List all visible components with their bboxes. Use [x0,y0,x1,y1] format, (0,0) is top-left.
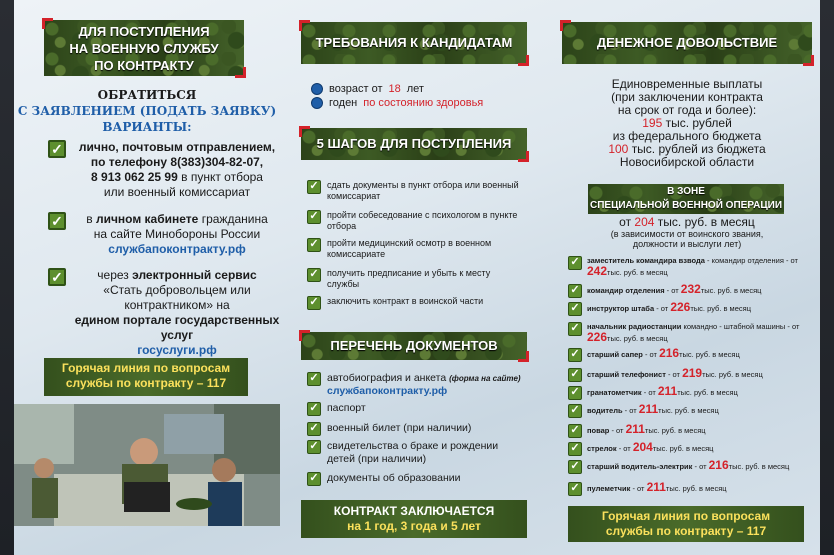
checkmark-icon: ✓ [568,460,582,474]
position-row [568,386,812,400]
checkmark-icon: ✓ [307,372,321,386]
position-row [568,284,812,298]
position-name: повар [587,426,610,435]
apply-header: ДЛЯ ПОСТУПЛЕНИЯ НА ВОЕННУЮ СЛУЖБУ ПО КОНТРАКТУ [44,20,244,76]
apply-block [14,88,280,134]
column-apply [14,0,280,555]
step-4: ✓ получить предписание и убыть к месту службы [307,268,523,290]
payment-header: ДЕНЕЖНОЕ ДОВОЛЬСТВИЕ [562,22,812,64]
position-pre: - от [654,304,671,313]
position-amount: 211 [646,480,666,494]
position-pre: - от [785,322,800,331]
position-name: стрелок [587,444,617,453]
step-3: ✓ пройти медицинский осмотр в военном комиссариате [307,238,523,260]
lump-sum-block: Единовременные выплаты (при заключении контракта на срок от года и более): 195 тыс. рублей из федерального бюджета 100 тыс. рублей из бюджета Новосибирской области [608,77,766,169]
position-amount: 216 [659,346,680,360]
option-gosuslugi: ✓ через электронный сервис «Стать добровольцем или контрактником» на едином портале государственных услуг госуслуги.рф [48,268,280,358]
checkmark-icon: ✓ [568,482,582,496]
position-name: пулеметчик [587,484,631,493]
position-unit: тыс. руб. в месяц [658,406,719,415]
checkmark-icon: ✓ [307,238,321,252]
heart-icon [311,97,323,109]
position-amount: 226 [587,330,608,344]
contract-banner: КОНТРАКТ ЗАКЛЮЧАЕТСЯ на 1 год, 3 года и 5 лет [301,500,527,538]
position-name: заместитель командира взвода [587,256,705,265]
position-amount: 211 [657,384,678,398]
position-row [568,442,812,456]
apply-line-1: ОБРАТИТЬСЯ [97,88,197,102]
position-name: командир отделения [587,286,665,295]
position-unit: тыс. руб. в месяц [652,444,714,453]
checkmark-icon: ✓ [568,322,582,336]
step-2: ✓ пройти собеседование с психологом в пункте отбора [307,210,523,232]
checkmark-icon: ✓ [568,256,582,270]
position-row [568,482,812,496]
steps-header: 5 ШАГОВ ДЛЯ ПОСТУПЛЕНИЯ [301,128,527,160]
position-pre: - от [664,286,681,295]
checkmark-icon: ✓ [307,402,321,416]
checkmark-icon: ✓ [568,348,582,362]
position-unit: тыс. руб. в месяц [702,370,763,379]
checkmark-icon: ✓ [48,212,66,230]
position-unit: тыс. руб. в месяц [607,268,668,277]
position-amount: 216 [708,458,729,472]
link-sluzhba-docs[interactable]: службапоконтракту.рф [327,385,448,397]
position-name: старший водитель-электрик [587,462,693,471]
position-mid: - командир отделения [704,256,784,265]
zone-header: В ЗОНЕ СПЕЦИАЛЬНОЙ ВОЕННОЙ ОПЕРАЦИИ [588,184,784,214]
position-row [568,368,812,382]
position-pre: - от [616,444,633,453]
link-gosuslugi[interactable]: госуслуги.рф [137,343,217,357]
checkmark-icon: ✓ [307,296,321,310]
position-row [568,460,812,474]
position-unit: тыс. руб. в месяц [677,388,738,397]
position-amount: 204 [632,440,653,454]
position-amount: 226 [670,300,691,314]
checkmark-icon: ✓ [307,440,321,454]
position-row [568,256,812,278]
photo-illustration [14,404,280,526]
apply-line-3: ВАРИАНТЫ: [102,120,192,134]
position-name: водитель [587,406,623,415]
option-personal-account: ✓ в личном кабинете гражданина на сайте Минобороны России службапоконтракту.рф [48,212,280,257]
checkmark-icon: ✓ [307,472,321,486]
position-name: старший телефонист [587,370,666,379]
doc-military-id: ✓ военный билет (при наличии) [307,422,527,436]
option-in-person: ✓ лично, почтовым отправлением, по телефону 8(383)304-82-07, 8 913 062 25 99 в пункт отбора или военный комиссариат [48,140,280,200]
position-amount: 232 [680,282,701,296]
position-pre: - от [630,484,647,493]
position-unit: тыс. руб. в месяц [700,286,762,295]
apply-line-2: С ЗАЯВЛЕНИЕМ (ПОДАТЬ ЗАЯВКУ) [17,104,277,118]
position-name: гранатометчик [587,388,642,397]
doc-certificates: ✓ свидетельства о браке и рождении детей (при наличии) [307,440,527,466]
checkmark-icon: ✓ [568,442,582,456]
position-name: начальник радиостанции [587,322,682,331]
position-amount: 211 [638,402,659,416]
checkmark-icon: ✓ [307,422,321,436]
requirements-header: ТРЕБОВАНИЯ К КАНДИДАТАМ [301,22,527,64]
position-pre: - от [609,426,626,435]
position-mid: командно - штабной машины [681,322,786,331]
recruitment-office-photo [14,404,280,526]
position-unit: тыс. руб. в месяц [644,426,706,435]
checkmark-icon: ✓ [48,268,66,286]
checkmark-icon: ✓ [568,424,582,438]
checkmark-icon: ✓ [568,368,582,382]
position-unit: тыс. руб. в месяц [665,484,727,493]
doc-education: ✓ документы об образовании [307,472,527,486]
hotline-banner-2: Горячая линия по вопросам службы по контракту – 117 [568,506,804,542]
documents-header: ПЕРЕЧЕНЬ ДОКУМЕНТОВ [301,332,527,360]
position-name: старший сапер [587,350,643,359]
checkmark-icon: ✓ [568,386,582,400]
position-unit: тыс. руб. в месяц [679,350,740,359]
position-name: инструктор штаба [587,304,655,313]
position-pre: - от [641,388,658,397]
position-pre: - от [692,462,709,471]
position-pre: - от [622,406,639,415]
position-pre: - от [665,370,683,379]
checkmark-icon: ✓ [568,404,582,418]
position-pre: - от [783,256,798,265]
position-row [568,302,812,316]
requirement-age: возраст от 18 лет [311,82,424,96]
position-unit: тыс. руб. в месяц [690,304,751,313]
zone-salary: от 204 тыс. руб. в месяц (в зависимости от воинского звания, должности и выслуги лет) [610,215,764,249]
checkmark-icon: ✓ [307,180,321,194]
checkmark-icon: ✓ [48,140,66,158]
position-row [568,424,812,438]
column-requirements [301,0,527,555]
clock-icon [311,83,323,95]
checkmark-icon: ✓ [568,302,582,316]
position-row [568,404,812,418]
position-row [568,322,812,344]
column-payment [562,0,812,555]
position-amount: 242 [587,264,608,278]
requirement-health: годен по состоянию здоровья [311,96,483,110]
link-sluzhba[interactable]: службапоконтракту.рф [108,242,246,256]
doc-autobiography: ✓ автобиография и анкета (форма на сайте) службапоконтракту.рф [307,372,527,398]
position-unit: тыс. руб. в месяц [607,334,668,343]
doc-passport: ✓ паспорт [307,402,527,416]
position-amount: 211 [625,422,645,436]
checkmark-icon: ✓ [568,284,582,298]
step-1: ✓ сдать документы в пункт отбора или военный комиссариат [307,180,523,202]
checkmark-icon: ✓ [307,210,321,224]
checkmark-icon: ✓ [307,268,321,282]
position-amount: 219 [682,366,703,380]
hotline-banner: Горячая линия по вопросам службы по контракту – 117 [44,358,248,396]
position-row [568,348,812,362]
step-5: ✓ заключить контракт в воинской части [307,296,523,310]
position-unit: тыс. руб. в месяц [728,462,790,471]
position-pre: - от [642,350,660,359]
